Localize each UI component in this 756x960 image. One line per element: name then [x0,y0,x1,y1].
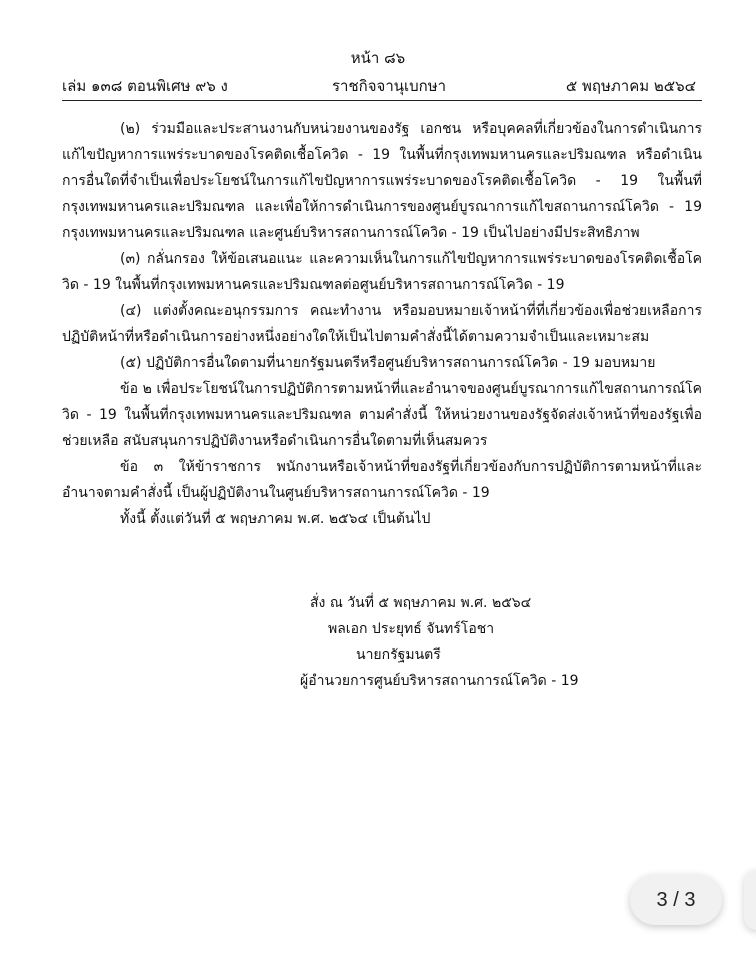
document-body [62,116,702,532]
paragraph: ข้อ ๓ ให้ข้าราชการ พนักงานหรือเจ้าหน้าที่ของรัฐที่เกี่ยวข้องกับการปฏิบัติการตามหน้าที่และอำนาจตามคำสั่งนี้ เป็นผู้ปฏิบัติงานในศูนย์บริหารสถานการณ์โควิด - 19 [62,459,702,501]
signatory-role: ผู้อำนวยการศูนย์บริหารสถานการณ์โควิด - 19 [300,673,579,689]
page-counter[interactable]: 3 / 3 [630,875,722,925]
volume-issue: เล่ม ๑๓๘ ตอนพิเศษ ๙๖ ง [62,77,228,95]
paragraph: (๔) แต่งตั้งคณะอนุกรรมการ คณะทำงาน หรือมอบหมายเจ้าหน้าที่ที่เกี่ยวข้องเพื่อช่วยเหลือการปฏิบัติหน้าที่หรือดำเนินการอย่างหนึ่งอย่างใดให้เป็นไปตามคำสั่งนี้ได้ตามความจำเป็นและเหมาะสม [62,303,702,345]
signatory-name: พลเอก ประยุทธ์ จันทร์โอชา [328,621,495,637]
next-page-peek[interactable] [744,870,756,930]
paragraph: (๓) กลั่นกรอง ให้ข้อเสนอแนะ และความเห็นในการแก้ไขปัญหาการแพร่ระบาดของโรคติดเชื้อโควิด - 19 ในพื้นที่กรุงเทพมหานครและปริมณฑลต่อศูนย์บริหารสถานการณ์โควิด - 19 [62,251,702,293]
publication-date: ๕ พฤษภาคม ๒๕๖๔ [565,77,696,95]
page-number: หน้า ๘๖ [350,49,406,67]
gazette-header [62,74,696,96]
publication-name: ราชกิจจานุเบกษา [332,77,447,95]
signature-block [300,590,640,694]
signature-date: สั่ง ณ วันที่ ๕ พฤษภาคม พ.ศ. ๒๕๖๔ [310,595,532,611]
paragraph: (๒) ร่วมมือและประสานงานกับหน่วยงานของรัฐ เอกชน หรือบุคคลที่เกี่ยวข้องในการดำเนินการแก้ไขปัญหาการแพร่ระบาดของโรคติดเชื้อโควิด - 19 ในพื้นที่กรุงเทพมหานครและปริมณฑล หรือดำเนินการอื่นใดที่จำเป็นเพื่อประโยชน์ในการแก้ไขปัญหาการแพร่ระบาดของโรคติดเชื้อโควิด - 19 ในพื้นที่กรุงเทพมหานครและปริมณฑล และเพื่อให้การดำเนินการของศูนย์บูรณาการแก้ไขสถานการณ์โควิด - 19 กรุงเทพมหานครและปริมณฑล และศูนย์บริหารสถานการณ์โควิด - 19 เป็นไปอย่างมีประสิทธิภาพ [62,121,702,241]
paragraph: ข้อ ๒ เพื่อประโยชน์ในการปฏิบัติการตามหน้าที่และอำนาจของศูนย์บูรณาการแก้ไขสถานการณ์โควิด - 19 ในพื้นที่กรุงเทพมหานครและปริมณฑล ตามคำสั่งนี้ ให้หน่วยงานของรัฐจัดส่งเจ้าหน้าที่ของรัฐเพื่อช่วยเหลือ สนับสนุนการปฏิบัติงานหรือดำเนินการอื่นใดตามที่เห็นสมควร [62,381,702,449]
paragraph: (๕) ปฏิบัติการอื่นใดตามที่นายกรัฐมนตรีหรือศูนย์บริหารสถานการณ์โควิด - 19 มอบหมาย [120,355,656,371]
paragraph: ทั้งนี้ ตั้งแต่วันที่ ๕ พฤษภาคม พ.ศ. ๒๕๖๔ เป็นต้นไป [120,511,431,527]
signatory-title: นายกรัฐมนตรี [356,647,441,663]
header-divider [62,100,702,101]
